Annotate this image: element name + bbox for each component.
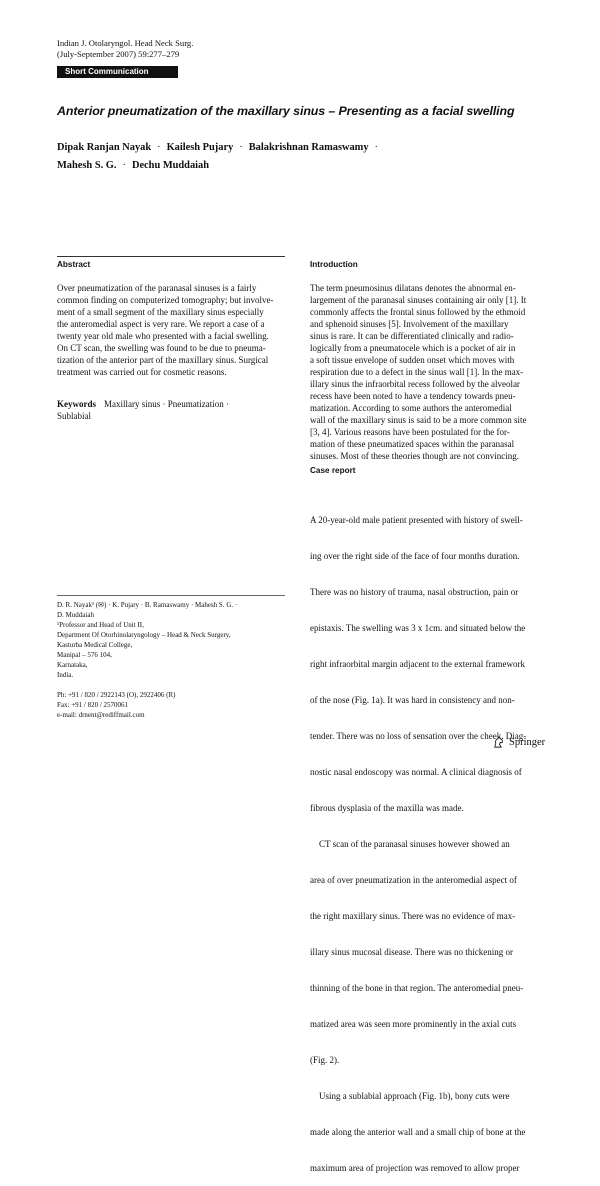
case-line: (Fig. 2). xyxy=(310,1055,340,1065)
intro-line: a soft tissue envelope of sudden onset which moves with xyxy=(310,355,515,365)
intro-line: [3, 4]. Various reasons have been postulated for the for- xyxy=(310,427,510,437)
intro-line: recess have been noted to have a tendency towards pneu- xyxy=(310,391,516,401)
intro-line: sinuses. Most of these theories though are not convincing. xyxy=(310,451,519,461)
case-report-text xyxy=(310,490,542,1186)
affiliation-line: D. Muddaiah xyxy=(57,611,94,619)
affiliation-line: Karnataka, xyxy=(57,661,88,669)
intro-line: mation of these pneumatized spaces within the paranasal xyxy=(310,439,515,449)
springer-horse-icon xyxy=(492,736,505,749)
intro-line: matization. According to some authors the anteromedial xyxy=(310,403,512,413)
intro-line: The term pneumosinus dilatans denotes the abnormal en- xyxy=(310,283,516,293)
keywords-line-2: Sublabial xyxy=(57,411,91,421)
keywords xyxy=(57,398,285,422)
author-row-2 xyxy=(57,157,577,175)
affiliation-block xyxy=(57,600,277,720)
case-line: epistaxis. The swelling was 3 x 1cm. and situated below the xyxy=(310,623,526,633)
case-line: tender. There was no loss of sensation over the cheek. Diag- xyxy=(310,731,527,741)
affiliation-line: ¹Professor and Head of Unit II, xyxy=(57,621,144,629)
author-row-1 xyxy=(57,139,577,157)
intro-line: respiration due to a defect in the sinus wall [1]. In the max- xyxy=(310,367,524,377)
abstract-text xyxy=(57,282,285,378)
affiliation-line: Department Of Otorhinolaryngology – Head & Neck Surgery, xyxy=(57,631,231,639)
publisher-logo xyxy=(492,736,545,749)
case-line: made along the anterior wall and a small chip of bone at the xyxy=(310,1127,526,1137)
author-separator: · xyxy=(374,142,379,153)
affiliation-spacer xyxy=(57,680,277,690)
author-name: Dipak Ranjan Nayak xyxy=(57,142,152,153)
case-line: nostic nasal endoscopy was normal. A clinical diagnosis of xyxy=(310,767,522,777)
case-line: the right maxillary sinus. There was no evidence of max- xyxy=(310,911,516,921)
case-line: matized area was seen more prominently in the axial cuts xyxy=(310,1019,517,1029)
keywords-label: Keywords xyxy=(57,399,96,409)
section-tag: Short Communication xyxy=(57,66,178,78)
case-line: area of over pneumatization in the anteromedial aspect of xyxy=(310,875,517,885)
affiliation-rule xyxy=(57,595,285,596)
journal-name: Indian J. Otolaryngol. Head Neck Surg. xyxy=(57,38,194,48)
abstract-line: tization of the anterior part of the maxillary sinus. Surgical xyxy=(57,355,269,365)
intro-line: sinus is rare. It can be differentiated clinically and radio- xyxy=(310,331,514,341)
introduction-heading: Introduction xyxy=(310,260,358,269)
article-title: Anterior pneumatization of the maxillary sinus – Presenting as a facial swelling xyxy=(57,104,515,118)
intro-line: largement of the paranasal sinuses containing air only [1]. It xyxy=(310,295,527,305)
case-line: There was no history of trauma, nasal obstruction, pain or xyxy=(310,587,519,597)
abstract-line: the anteromedial aspect is very rare. We report a case of a xyxy=(57,319,265,329)
case-line: thinning of the bone in that region. The anteromedial pneu- xyxy=(310,983,524,993)
intro-line: logically from a pneumatocele which is a pocket of air in xyxy=(310,343,516,353)
author-separator: · xyxy=(122,160,126,171)
introduction-text xyxy=(310,282,542,462)
abstract-top-rule xyxy=(57,256,285,257)
keywords-line-1: Maxillary sinus · Pneumatization · xyxy=(104,399,229,409)
intro-line: and sphenoid sinuses [5]. Involvement of the maxillary xyxy=(310,319,509,329)
abstract-line: Over pneumatization of the paranasal sinuses is a fairly xyxy=(57,283,257,293)
case-line: ing over the right side of the face of four months duration. xyxy=(310,551,520,561)
intro-line: illary sinus the infraorbital recess followed by the alveolar xyxy=(310,379,520,389)
abstract-heading: Abstract xyxy=(57,260,91,269)
abstract-line: ment of a small segment of the maxillary sinus especially xyxy=(57,307,264,317)
publisher-name: Springer xyxy=(509,737,546,748)
case-line: CT scan of the paranasal sinuses however showed an xyxy=(310,839,510,849)
abstract-line: common finding on computerized tomography; but involve- xyxy=(57,295,274,305)
case-line: of the nose (Fig. 1a). It was hard in consistency and non- xyxy=(310,695,515,705)
case-line: maximum area of projection was removed to allow proper xyxy=(310,1163,520,1173)
journal-issue: (July-September 2007) 59:277–279 xyxy=(57,49,180,59)
author-name: Balakrishnan Ramaswamy xyxy=(248,142,369,153)
case-report-heading: Case report xyxy=(310,466,356,475)
affiliation-line: Manipal – 576 104, xyxy=(57,651,112,659)
case-line: Using a sublabial approach (Fig. 1b), bony cuts were xyxy=(310,1091,510,1101)
affiliation-line: India. xyxy=(57,671,74,679)
author-separator: · xyxy=(239,142,243,153)
affiliation-line: Ph: +91 / 820 / 2922143 (O), 2922406 (R) xyxy=(57,691,176,699)
case-line: right infraorbital margin adjacent to the external framework xyxy=(310,659,525,669)
author-name: Kailesh Pujary xyxy=(166,142,234,153)
author-list xyxy=(57,139,577,175)
intro-line: wall of the maxillary sinus is said to be a more common site xyxy=(310,415,527,425)
abstract-line: On CT scan, the swelling was found to be due to pneuma- xyxy=(57,343,266,353)
author-separator: · xyxy=(157,142,161,153)
affiliation-line: e-mail: drnent@rediffmail.com xyxy=(57,711,145,719)
case-line: fibrous dysplasia of the maxilla was made. xyxy=(310,803,464,813)
abstract-line: treatment was carried out for cosmetic reasons. xyxy=(57,367,227,377)
affiliation-line: D. R. Nayak¹ (✉) · K. Pujary · B. Ramaswamy · Mahesh S. G. · xyxy=(57,601,238,609)
affiliation-line: Kasturba Medical College, xyxy=(57,641,133,649)
author-name: Mahesh S. G. xyxy=(57,160,117,171)
case-line: illary sinus mucosal disease. There was no thickening or xyxy=(310,947,514,957)
intro-line: commonly affects the frontal sinus followed by the ethmoid xyxy=(310,307,526,317)
case-line: A 20-year-old male patient presented with history of swell- xyxy=(310,515,523,525)
journal-citation xyxy=(57,38,193,60)
affiliation-line: Fax: +91 / 820 / 2570061 xyxy=(57,701,129,709)
author-name: Dechu Muddaiah xyxy=(131,160,210,171)
abstract-line: twenty year old male who presented with a facial swelling. xyxy=(57,331,269,341)
